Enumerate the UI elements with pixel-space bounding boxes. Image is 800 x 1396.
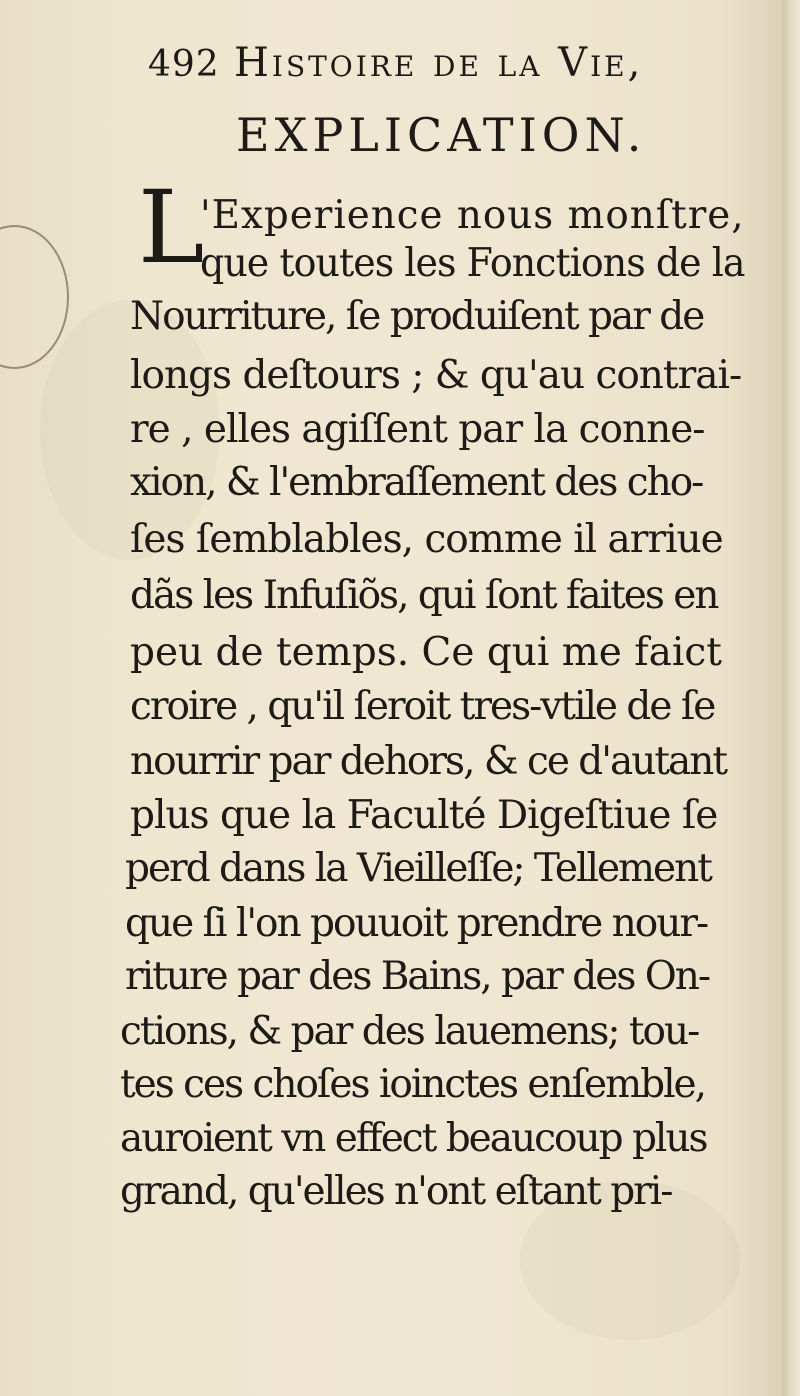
text-line: xion, & l'embraſſement des cho- [130,460,703,505]
drop-cap: L [138,169,205,286]
text-line: nourrir par dehors, & ce d'autant [130,739,727,784]
text-line: re , elles agiſſent par la conne- [130,407,705,452]
text-line: ſes ſemblables, comme il arriue [130,517,723,562]
section-title: EXPLICATION. [236,108,647,162]
text-line: longs deſtours ; & qu'au contrai- [130,353,742,398]
text-line: ctions, & par des lauemens; tou- [120,1009,699,1054]
text-line: plus que la Faculté Digeſtiue ſe [130,793,718,838]
text-line: peu de temps. Ce qui me faict [130,630,722,675]
ink-mark-margin [0,225,69,369]
text-line: dãs les Infuſiõs, qui ſont faites en [130,573,718,618]
text-line: perd dans la Vieilleſſe; Tellement [125,846,711,891]
text-line: auroient vn effect beaucoup plus [120,1116,707,1161]
page-edge [782,0,800,1396]
running-header [148,38,748,94]
text-line: 'Experience nous monſtre, [200,193,745,238]
text-line: tes ces choſes ioinctes enſemble, [120,1062,706,1107]
text-line: grand, qu'elles n'ont eſtant pri- [120,1169,672,1214]
text-line: riture par des Bains, par des On- [125,954,710,999]
text-line: que toutes les Fonctions de la [200,241,745,286]
page-number: 492 [148,44,220,85]
text-line: Nourriture, ſe produiſent par de [130,294,704,339]
text-line: que ſi l'on pouuoit prendre nour- [125,901,708,946]
text-line: croire , qu'il ſeroit tres-vtile de ſe [130,684,715,729]
running-title: Histoire de la Vie, [234,40,644,86]
